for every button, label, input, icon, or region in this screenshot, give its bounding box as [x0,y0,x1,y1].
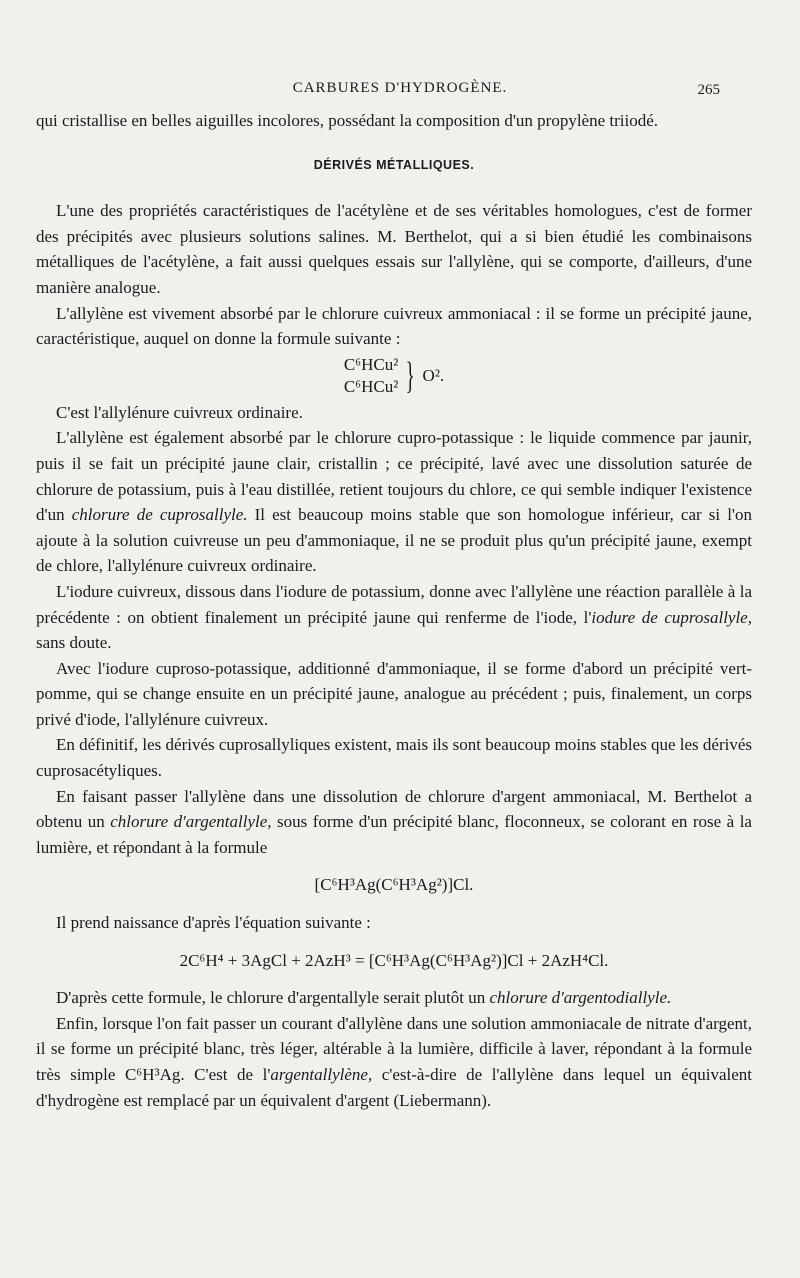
text-run: Il est beaucoup moins stable que son homologue inférieur, car si l'on ajoute à la solution cuivreuse un peu d'ammoniaque, il ne se produit plus qu'un précipité jaune, exempt de chlore, l'allylénure cuivreux ordinaire. [36,505,752,576]
text-run: D'après cette formule, le chlorure d'argentallyle serait plutôt un [56,988,486,1008]
text-run: c'est-à-dire de l'allylène dans lequel un équivalent d'hydrogène est remplacé par un équivalent d'argent (Liebermann). [36,1065,752,1110]
text-run: L'iodure cuivreux, dissous dans l'iodure de potassium, donne avec l'allylène une réaction parallèle à la précédente : on obtient finalement un précipité jaune qui renferme de l'iode, l' [36,581,752,627]
body-text [36,108,752,1113]
paragraph: L'une des propriétés caractéristiques de l'acétylène et de ses véritables homologues, c'est de former des précipités avec plusieurs solutions salines. M. Berthelot, qui a si bien étudié les combinaisons métalliques de l'acétylène, a fait aussi quelques essais sur l'allylène, qui se comporte, d'ailleurs, d'une manière analogue. [36,201,752,297]
intro-paragraph: qui cristallise en belles aiguilles incolores, possédant la composition d'un propylène triiodé. [36,111,659,130]
paragraph [36,425,752,579]
formula-cuprous-allylenide [36,354,752,398]
paragraph: C'est l'allylénure cuivreux ordinaire. [56,402,303,422]
paragraph [36,1011,752,1113]
italic-term: chlorure d'argentallyle, [110,812,272,832]
text-run: L'allylène est également absorbé par le chlorure cupro-potassique : le liquide commence par jaunir, puis il se fait un précipité jaune clair, cristallin ; ce précipité, lavé avec une dissolution saturée de chlorure de potassium, puis à l'eau distillée, retient toujours du chlore, ce qui semble indiquer l'existence d'un [36,428,752,525]
paragraph: Avec l'iodure cuproso-potassique, additionné d'ammoniaque, il se forme d'abord un précipité vert-pomme, qui se change ensuite en un précipité jaune, analogue au précédent ; puis, finalement, un corps privé d'iode, l'allylénure cuivreux. [36,658,752,729]
section-heading: DÉRIVÉS MÉTALLIQUES. [313,157,475,172]
page-header [80,80,720,104]
formula-lines [344,354,398,398]
page-number: 265 [697,82,720,98]
formula-line: C⁶HCu² [343,376,399,396]
paragraph [36,985,752,1011]
italic-term: iodure de cuprosallyle, [591,607,752,627]
text-run: Enfin, lorsque l'on fait passer un courant d'allylène dans une solution ammoniacale de nitrate d'argent, il se forme un précipité blanc, très léger, altérable à la lumière, difficile à laver, répondant à la formule très simple C⁶H³Ag. C'est de l' [36,1013,752,1084]
brace-glyph: } [405,354,415,397]
text-run: En faisant passer l'allylène dans une dissolution de chlorure d'argent ammoniacal, M. Berthelot a obtenu un [36,786,752,832]
paragraph [36,784,752,861]
formula-oxygen: O². [422,365,445,385]
italic-term: chlorure d'argentodiallyle. [489,988,672,1008]
text-run: sous forme d'un précipité blanc, floconneux, se colorant en rose à la lumière, et répondant à la formule [36,812,752,857]
formula-silver-chloride: [C⁶H³Ag(C⁶H³Ag²)]Cl. [314,875,474,895]
paragraph: En définitif, les dérivés cuprosallyliques existent, mais ils sont beaucoup moins stables que les dérivés cuprosacétyliques. [36,735,752,781]
text-run: sans doute. [36,633,112,653]
equation: 2C⁶H⁴ + 3AgCl + 2AzH³ = [C⁶H³Ag(C⁶H³Ag²)]Cl + 2AzH⁴Cl. [179,950,609,970]
italic-term: argentallylène, [270,1065,373,1084]
paragraph: Il prend naissance d'après l'équation suivante : [56,913,371,933]
formula-line: C⁶HCu² [343,354,399,374]
running-title: CARBURES D'HYDROGÈNE. [292,80,508,96]
paragraph [36,579,752,656]
paragraph: L'allylène est vivement absorbé par le chlorure cuivreux ammoniacal : il se forme un précipité jaune, caractéristique, auquel on donne la formule suivante : [36,303,752,349]
italic-term: chlorure de cuprosallyle. [71,505,248,525]
